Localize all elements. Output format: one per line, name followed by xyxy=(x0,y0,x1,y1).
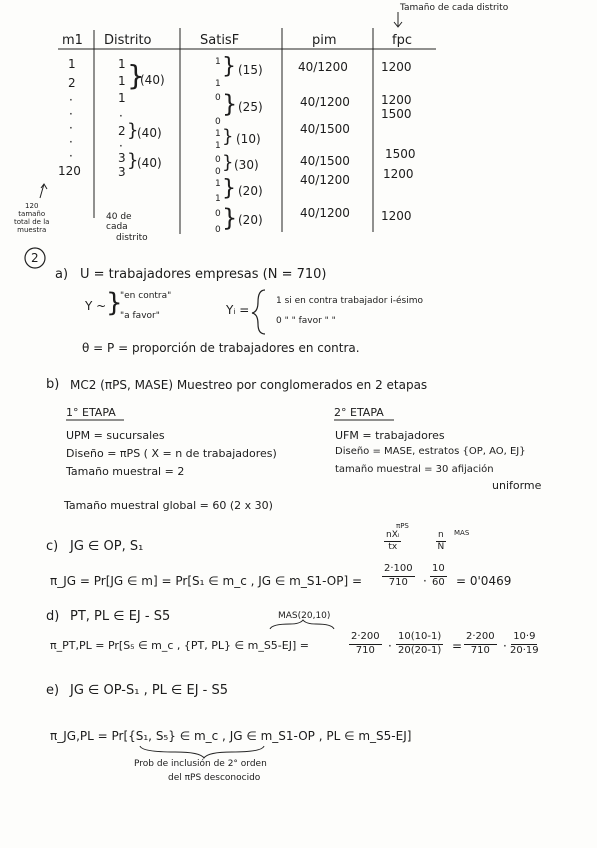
distrito-group: (40) xyxy=(137,126,162,140)
satisf-cell: 0 xyxy=(215,225,221,235)
note-line: 120 xyxy=(25,202,39,210)
section-number: 2 xyxy=(31,251,39,265)
header-pim: pim xyxy=(312,33,337,48)
c-frac1-den: 710 xyxy=(388,576,408,588)
note-total-muestra xyxy=(14,202,49,234)
e-formula: π_JG,PL = Pr[{S₁, S₅} ∈ m_c , JG ∈ m_S1-OP , PL ∈ m_S5-EJ] xyxy=(50,729,412,743)
e-label: e) xyxy=(46,683,60,698)
pim-cell: 40/1500 xyxy=(300,122,350,136)
d-over-label: MAS(20,10) xyxy=(278,611,331,621)
pim-cell: 40/1200 xyxy=(300,206,350,220)
e-note1: Prob de inclusión de 2° orden xyxy=(134,759,267,769)
brace: } xyxy=(106,288,123,318)
b-label: b) xyxy=(46,377,60,392)
dot: · xyxy=(503,639,507,653)
d-frac3 xyxy=(464,632,497,656)
m1-cell: · xyxy=(69,93,73,107)
m1-cell: 2 xyxy=(68,76,76,90)
brace: } xyxy=(222,54,236,79)
brace: } xyxy=(222,126,234,147)
satisf-group: (20) xyxy=(238,184,263,198)
d-label: d) xyxy=(46,609,60,624)
d-formula: π_PT,PL = Pr[S₅ ∈ m_c , {PT, PL} ∈ m_S5-EJ] = xyxy=(50,639,309,652)
etapa2-title: 2° ETAPA xyxy=(334,406,384,419)
fpc-cell: 1200 xyxy=(381,93,412,107)
a-yi-opt2: 0 " " favor " " xyxy=(276,316,336,326)
note-line: cada xyxy=(106,222,128,233)
note-cada-distrito xyxy=(106,212,148,243)
etapa1-line: Diseño = πPS ( X = n de trabajadores) xyxy=(66,447,277,460)
brace: } xyxy=(127,150,139,171)
dot: · xyxy=(423,574,427,588)
distrito-group: (40) xyxy=(137,156,162,170)
etapa1-line: UPM = sucursales xyxy=(66,429,165,442)
c-label: c) xyxy=(46,539,59,554)
a-y-opt2: "a favor" xyxy=(120,311,160,321)
pim-cell: 40/1200 xyxy=(300,95,350,109)
header-satisf: SatisF xyxy=(200,33,240,48)
d-frac3-num: 2·200 xyxy=(464,632,497,645)
equals: = xyxy=(452,639,463,653)
d-frac2-num: 10(10-1) xyxy=(396,632,443,645)
brace: } xyxy=(127,59,145,92)
c-tag-mas: MAS xyxy=(454,529,470,537)
note-line: 40 de xyxy=(106,212,132,222)
header-m1: m1 xyxy=(62,33,83,48)
a-yi-prefix: Yᵢ = xyxy=(226,303,250,317)
a-yi-opt1: 1 si en contra trabajador i-ésimo xyxy=(276,296,424,306)
note-line: tamaño xyxy=(18,210,46,219)
fpc-cell: 1200 xyxy=(383,167,414,181)
header-fpc: fpc xyxy=(392,33,412,48)
pim-cell: 40/1500 xyxy=(300,154,350,168)
header-distrito: Distrito xyxy=(104,33,152,48)
note-line: distrito xyxy=(116,232,148,243)
d-frac4 xyxy=(510,632,539,656)
satisf-group: (10) xyxy=(236,132,261,146)
pim-cell: 40/1200 xyxy=(298,60,348,74)
satisf-cell: 0 xyxy=(215,167,221,177)
distrito-cell: · xyxy=(119,139,123,153)
c-result: = 0'0469 xyxy=(456,574,512,588)
etapa2-line: Diseño = MASE, estratos {OP, AO, EJ} xyxy=(335,446,526,457)
c-frac2-den: 60 xyxy=(432,576,445,588)
c-tag-frac2-den: N xyxy=(437,542,445,553)
annotation-tamano-distrito: Tamaño de cada distrito xyxy=(400,3,509,13)
c-frac1-num: 2·100 xyxy=(382,564,415,577)
satisf-cell: 1 xyxy=(215,57,221,67)
brace: } xyxy=(222,90,238,118)
brace: } xyxy=(222,204,238,232)
m1-cell: · xyxy=(69,135,73,149)
satisf-cell: 1 xyxy=(215,179,221,189)
fpc-cell: 1500 xyxy=(381,107,412,121)
m1-cell: · xyxy=(69,149,73,163)
etapa2-line: UFM = trabajadores xyxy=(335,429,445,442)
pim-cell: 40/1200 xyxy=(300,173,350,187)
d-frac1 xyxy=(349,632,382,656)
distrito-cell: 3 xyxy=(118,151,126,165)
distrito-cell: 1 xyxy=(118,91,126,105)
satisf-cell: 1 xyxy=(215,141,221,151)
satisf-cell: 0 xyxy=(215,209,221,219)
a-label: a) xyxy=(55,267,69,282)
fpc-cell: 1200 xyxy=(381,60,412,74)
e-line1: JG ∈ OP-S₁ , PL ∈ EJ - S5 xyxy=(70,683,229,698)
c-tag-frac1 xyxy=(384,531,401,553)
c-frac2 xyxy=(430,564,447,588)
brace: } xyxy=(222,176,236,201)
satisf-cell: 0 xyxy=(215,155,221,165)
brace: } xyxy=(127,120,139,141)
a-theta: θ = P = proporción de trabajadores en contra. xyxy=(82,341,360,355)
m1-cell: 120 xyxy=(58,164,81,178)
note-line: muestra xyxy=(17,226,47,235)
distrito-cell: 3 xyxy=(118,165,126,179)
etapa2-line: uniforme xyxy=(492,479,542,492)
note-line: total de la xyxy=(14,218,50,227)
c-frac2-num: 10 xyxy=(430,564,447,577)
m1-cell: · xyxy=(69,121,73,135)
brace: } xyxy=(222,152,234,173)
satisf-group: (20) xyxy=(238,213,263,227)
m1-cell: · xyxy=(69,107,73,121)
distrito-group: (40) xyxy=(140,73,165,87)
c-tag-frac2 xyxy=(436,531,446,553)
dot: · xyxy=(388,639,392,653)
distrito-cell: 1 xyxy=(118,74,126,88)
e-note2: del πPS desconocido xyxy=(168,773,261,783)
satisf-group: (25) xyxy=(238,100,263,114)
c-tag-frac2-num: n xyxy=(436,531,446,542)
d-frac2-den: 20(20-1) xyxy=(398,644,442,656)
d-frac4-num: 10·9 xyxy=(511,632,537,645)
b-line1: MC2 (πPS, MASE) Muestreo por conglomerados en 2 etapas xyxy=(70,378,428,392)
c-formula: π_JG = Pr[JG ∈ m] = Pr[S₁ ∈ m_c , JG ∈ m_S1-OP] = xyxy=(50,574,362,588)
b-global: Tamaño muestral global = 60 (2 x 30) xyxy=(64,499,273,512)
d-frac2 xyxy=(396,632,443,656)
c-tag-tps: πPS xyxy=(396,522,409,530)
satisf-cell: 1 xyxy=(215,129,221,139)
distrito-cell: 2 xyxy=(118,124,126,138)
c-tag-frac1-num: nXᵢ xyxy=(384,531,401,542)
a-y-opt1: "en contra" xyxy=(120,291,172,301)
etapa2-line: tamaño muestral = 30 afijación xyxy=(335,464,494,475)
distrito-cell: · xyxy=(119,109,123,123)
d-frac3-den: 710 xyxy=(470,644,490,656)
satisf-cell: 1 xyxy=(215,79,221,89)
d-frac4-den: 20·19 xyxy=(510,644,539,656)
a-y-prefix: Y ~ xyxy=(85,299,107,313)
d-line1: PT, PL ∈ EJ - S5 xyxy=(70,609,171,624)
c-line1: JG ∈ OP, S₁ xyxy=(70,539,144,554)
satisf-group: (30) xyxy=(234,158,259,172)
etapa1-line: Tamaño muestral = 2 xyxy=(66,465,185,478)
d-frac1-den: 710 xyxy=(355,644,375,656)
fpc-cell: 1500 xyxy=(385,147,416,161)
satisf-group: (15) xyxy=(238,63,263,77)
c-tag-frac1-den: tx xyxy=(388,542,398,553)
distrito-cell: 1 xyxy=(118,57,126,71)
c-frac1 xyxy=(382,564,415,588)
m1-cell: 1 xyxy=(68,57,76,71)
satisf-cell: 1 xyxy=(215,194,221,204)
a-line1: U = trabajadores empresas (N = 710) xyxy=(80,267,327,282)
fpc-cell: 1200 xyxy=(381,209,412,223)
satisf-cell: 0 xyxy=(215,117,221,127)
satisf-cell: 0 xyxy=(215,93,221,103)
d-frac1-num: 2·200 xyxy=(349,632,382,645)
etapa1-title: 1° ETAPA xyxy=(66,406,116,419)
